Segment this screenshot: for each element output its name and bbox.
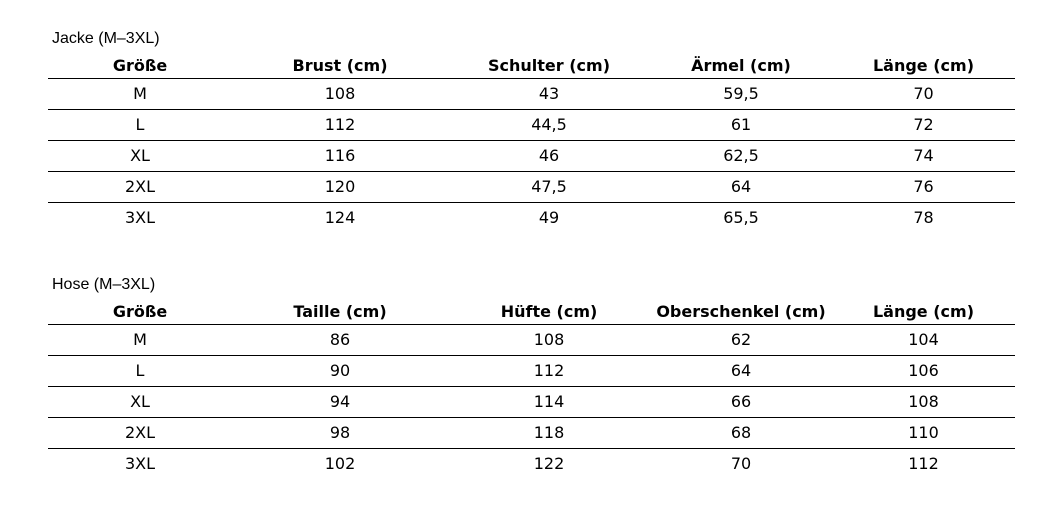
cell-size: XL xyxy=(48,141,232,172)
cell-shoulder: 49 xyxy=(538,208,560,227)
column-header-length: Länge (cm) xyxy=(832,54,1015,79)
cell-length: 108 xyxy=(832,387,1015,418)
column-header-size: Größe xyxy=(48,54,232,79)
cell-size: 3XL xyxy=(124,454,156,473)
cell-chest: 120 xyxy=(232,172,448,203)
jacket-size-table xyxy=(48,54,1015,233)
cell-sleeve: 64 xyxy=(650,172,832,203)
cell-length: 104 xyxy=(832,325,1015,356)
cell-shoulder: 43 xyxy=(448,79,650,110)
cell-length: 112 xyxy=(908,454,939,473)
cell-hip: 122 xyxy=(533,454,565,473)
cell-size: M xyxy=(48,79,232,110)
cell-length: 110 xyxy=(832,418,1015,449)
cell-waist: 94 xyxy=(232,387,448,418)
table-row xyxy=(48,203,1015,234)
table-row xyxy=(48,141,1015,172)
cell-waist: 90 xyxy=(232,356,448,387)
cell-thigh: 70 xyxy=(730,454,752,473)
cell-chest: 108 xyxy=(232,79,448,110)
cell-hip: 118 xyxy=(448,418,650,449)
column-header-thigh: Oberschenkel (cm) xyxy=(650,300,832,325)
cell-hip: 114 xyxy=(448,387,650,418)
table-row xyxy=(48,418,1015,449)
column-header-shoulder: Schulter (cm) xyxy=(448,54,650,79)
cell-hip: 112 xyxy=(448,356,650,387)
jacket-size-section xyxy=(48,28,1015,233)
cell-size: 2XL xyxy=(48,418,232,449)
cell-length: 72 xyxy=(832,110,1015,141)
column-header-sleeve: Ärmel (cm) xyxy=(650,54,832,79)
cell-waist: 102 xyxy=(324,454,356,473)
pants-size-table xyxy=(48,300,1015,479)
cell-shoulder: 47,5 xyxy=(448,172,650,203)
cell-chest: 116 xyxy=(232,141,448,172)
table-header-row xyxy=(48,54,1015,79)
cell-length: 76 xyxy=(832,172,1015,203)
table-row xyxy=(48,387,1015,418)
cell-waist: 98 xyxy=(232,418,448,449)
cell-size: M xyxy=(48,325,232,356)
column-header-waist: Taille (cm) xyxy=(232,300,448,325)
cell-chest: 124 xyxy=(324,208,356,227)
cell-size: 2XL xyxy=(48,172,232,203)
cell-waist: 86 xyxy=(232,325,448,356)
cell-thigh: 68 xyxy=(650,418,832,449)
cell-size: XL xyxy=(48,387,232,418)
table-row xyxy=(48,449,1015,480)
cell-length: 70 xyxy=(832,79,1015,110)
cell-size: L xyxy=(48,356,232,387)
pants-size-section xyxy=(48,274,1015,479)
column-header-length: Länge (cm) xyxy=(832,300,1015,325)
cell-shoulder: 44,5 xyxy=(448,110,650,141)
column-header-hip: Hüfte (cm) xyxy=(448,300,650,325)
cell-length: 106 xyxy=(832,356,1015,387)
cell-size: 3XL xyxy=(124,208,156,227)
jacket-table-title: Jacke (M–3XL) xyxy=(52,30,160,47)
cell-sleeve: 61 xyxy=(650,110,832,141)
cell-length: 78 xyxy=(913,208,934,227)
cell-shoulder: 46 xyxy=(448,141,650,172)
cell-length: 74 xyxy=(832,141,1015,172)
column-header-size: Größe xyxy=(48,300,232,325)
table-row xyxy=(48,172,1015,203)
table-row xyxy=(48,79,1015,110)
table-row xyxy=(48,356,1015,387)
cell-hip: 108 xyxy=(448,325,650,356)
cell-size: L xyxy=(48,110,232,141)
cell-thigh: 66 xyxy=(650,387,832,418)
cell-chest: 112 xyxy=(232,110,448,141)
pants-table-title: Hose (M–3XL) xyxy=(52,276,156,293)
table-row xyxy=(48,110,1015,141)
table-header-row xyxy=(48,300,1015,325)
cell-sleeve: 65,5 xyxy=(723,208,759,227)
table-row xyxy=(48,325,1015,356)
cell-thigh: 62 xyxy=(650,325,832,356)
column-header-chest: Brust (cm) xyxy=(232,54,448,79)
cell-sleeve: 59,5 xyxy=(650,79,832,110)
cell-sleeve: 62,5 xyxy=(650,141,832,172)
cell-thigh: 64 xyxy=(650,356,832,387)
